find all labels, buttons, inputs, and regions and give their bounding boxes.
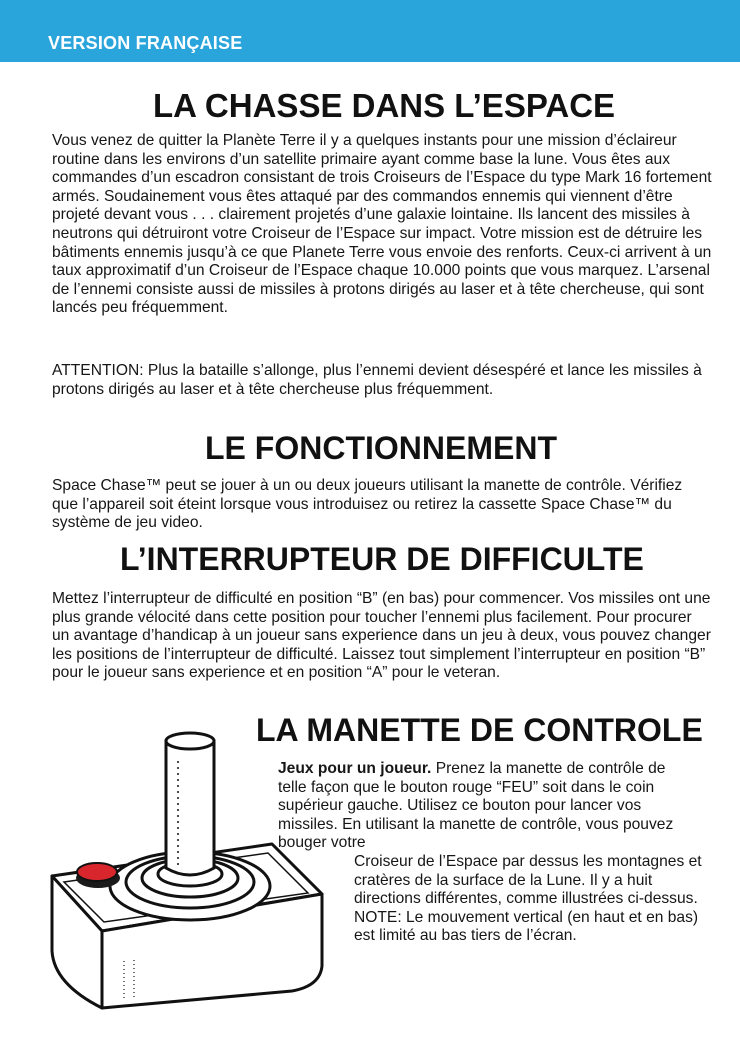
attention-note: ATTENTION: Plus la bataille s’allonge, plus l’ennemi devient désespéré et lance les missiles à protons dirigés au laser et à tête chercheuse plus fréquemment. xyxy=(52,362,702,398)
interrupteur-body: Mettez l’interrupteur de difficulté en position “B” (en bas) pour commencer. Vos missiles ont une plus grande vélocité dans cette position pour toucher l’ennemi plus facilement. Pour procurer un avantage d’handicap à un joueur sans experience dans un jeu à deux, vous pouvez changer les positions de l’interrupteur de difficulté. Laissez tout simplement l’interrupteur en position “B” pour le joueur sans experience et en position “A” pour le veteran. xyxy=(52,590,711,682)
manette-upper-text: Prenez la manette de contrôle de telle façon que le bouton rouge “FEU” soit dans le coin supérieur gauche. Utilisez ce bouton pour lancer vos missiles. En utilisant la manette de contrôle, vous pouvez bouger votre xyxy=(278,760,674,852)
section-title-manette: LA MANETTE DE CONTROLE xyxy=(256,712,703,748)
manette-body-upper xyxy=(278,760,698,853)
section-title-interrupteur: L’INTERRUPTEUR DE DIFFICULTE xyxy=(120,541,644,577)
chasse-body: Vous venez de quitter la Planète Terre il y a quelques instants pour une mission d’éclaireur routine dans les environs d’un satellite primaire ayant comme base la lune. Vous êtes aux commandes d’un escadron consistant de trois Croiseurs de l’Espace du type Mark 16 fortement armés. Soudainement vous êtes attaqué par des commandos ennemis qui viennent d’être projeté devant vous . . . clairement projetés d’une galaxie lointaine. Ils lancent des missiles à neutrons qui détruiront votre Croiseur de l’Espace sur impact. Votre mission est de détruire les bâtiments ennemis jusqu’à ce que Planete Terre vous envoie des renforts. Ceux-ci arrivent à un taux approximatif d’un Croiseur de l’Espace chaque 10.000 points que vous marquez. L’arsenal de l’ennemi consiste aussi de missiles à protons dirigés au laser et à tête chercheuse, qui sont lancés peu fréquemment. xyxy=(52,132,712,317)
fonctionnement-body: Space Chase™ peut se jouer à un ou deux joueurs utilisant la manette de contrôle. Vérifiez que l’appareil soit éteint lorsque vous introduisez ou retirez la cassette Space Chase™ du système de jeu video. xyxy=(52,477,683,532)
joystick-icon xyxy=(42,716,332,1026)
section-title-chasse: LA CHASSE DANS L’ESPACE xyxy=(153,87,616,124)
language-label: VERSION FRANÇAISE xyxy=(48,33,243,53)
manette-body-lower: Croiseur de l’Espace par dessus les montagnes et cratères de la surface de la Lune. Il y a huit directions différentes, comme illustrées ci-dessus. NOTE: Le mouvement vertical (en haut et en bas) est limité au bas tiers de l’écran. xyxy=(354,853,702,945)
manette-lead: Jeux pour un joueur. xyxy=(278,760,432,777)
section-title-fonctionnement: LE FONCTIONNEMENT xyxy=(205,430,557,466)
